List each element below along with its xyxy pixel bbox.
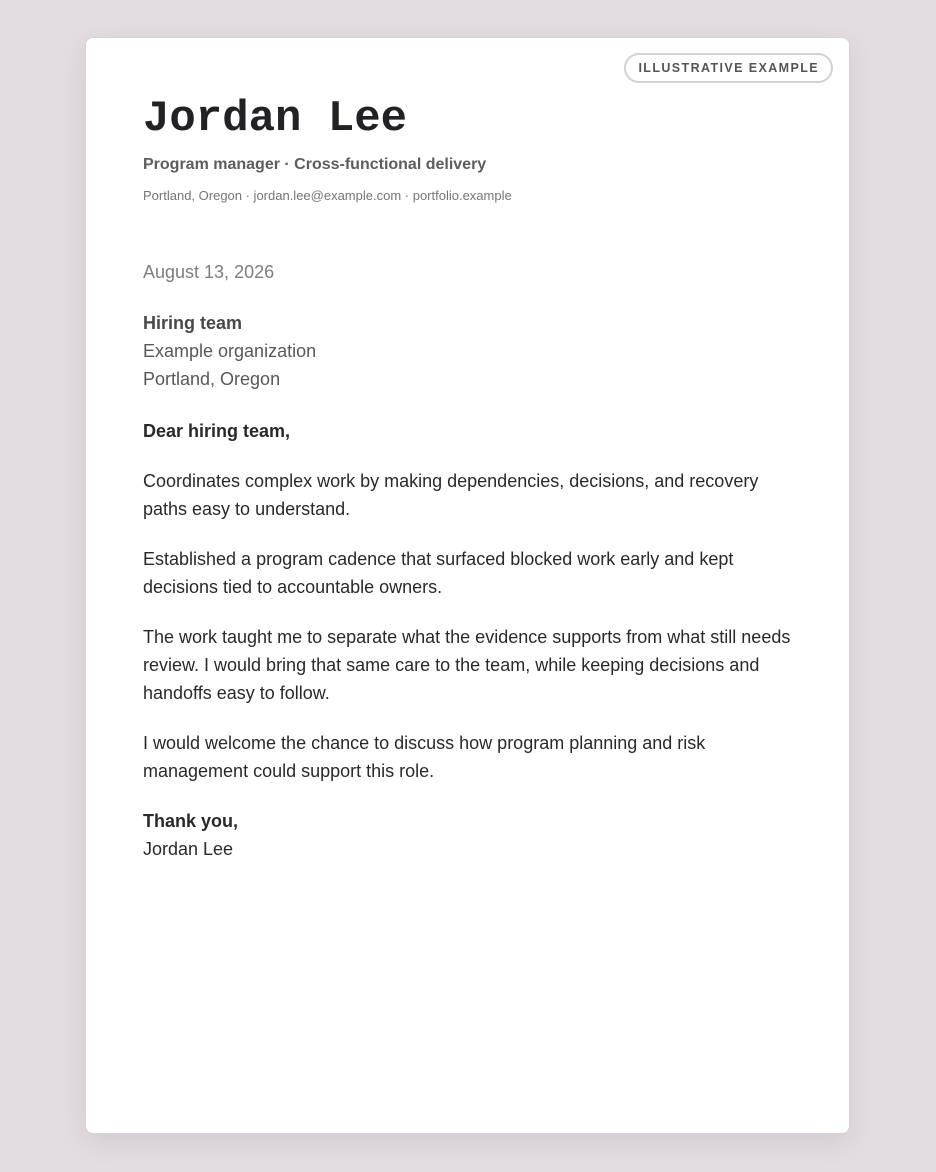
recipient-name: Hiring team <box>143 313 243 333</box>
sender-contact: Portland, Oregon · jordan.lee@example.com · portfolio.example <box>143 188 512 203</box>
recipient-organization: Example organization <box>143 341 317 361</box>
closing: Thank you, <box>143 811 239 831</box>
sender-tagline: Program manager · Cross-functional delivery <box>143 156 487 173</box>
letter-body <box>143 417 803 863</box>
sender-name: Jordan Lee <box>143 94 408 144</box>
body-paragraph: Established a program cadence that surfaced blocked work early and kept decisions tied to accountable owners. <box>143 549 734 597</box>
body-paragraph: The work taught me to separate what the evidence supports from what still needs review. I would bring that same care to the team, while keeping decisions and handoffs easy to follow. <box>143 627 791 703</box>
salutation: Dear hiring team, <box>143 421 291 441</box>
body-paragraph: I would welcome the chance to discuss how program planning and risk management could support this role. <box>143 733 706 781</box>
signature: Jordan Lee <box>143 839 234 859</box>
recipient-block <box>143 309 316 393</box>
recipient-location: Portland, Oregon <box>143 369 281 389</box>
illustrative-example-badge: ILLUSTRATIVE EXAMPLE <box>624 53 833 83</box>
letter-page <box>85 37 850 1134</box>
letter-date: August 13, 2026 <box>143 262 275 282</box>
body-paragraph: Coordinates complex work by making dependencies, decisions, and recovery paths easy to understand. <box>143 471 759 519</box>
